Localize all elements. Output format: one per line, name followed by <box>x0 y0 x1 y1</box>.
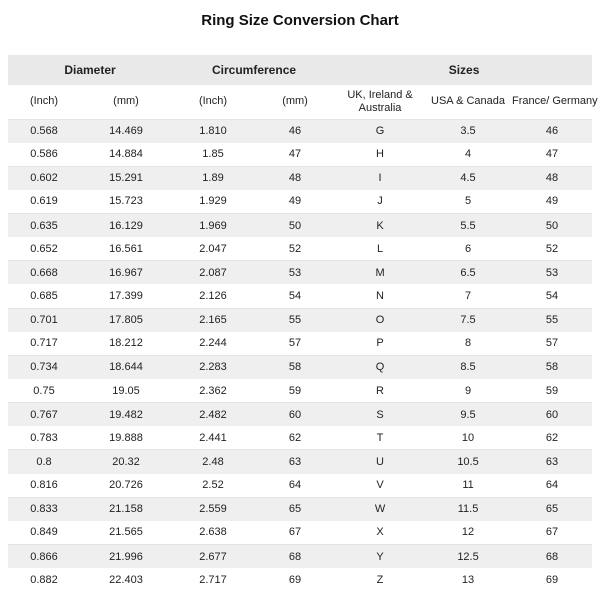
cell-mm-diameter: 16.129 <box>80 214 172 238</box>
cell-mm-circumference: 57 <box>288 337 302 350</box>
column-header-row <box>8 85 592 119</box>
cell-inch-circumference: 2.244 <box>199 337 227 350</box>
cell-uk-ireland-australia-size: G <box>336 119 424 143</box>
group-header-circumference: Circumference <box>172 55 336 85</box>
cell-inch-diameter: 0.652 <box>30 242 58 255</box>
cell-usa-canada-size: 11 <box>462 479 474 492</box>
cell-inch-circumference: 1.969 <box>172 214 254 238</box>
cell-france-germany-size: 58 <box>512 355 592 379</box>
cell-inch-circumference: 1.810 <box>172 119 254 143</box>
cell-inch-circumference: 2.48 <box>172 450 254 474</box>
table-row <box>8 143 592 167</box>
cell-mm-circumference: 54 <box>288 290 302 303</box>
cell-france-germany-size: 65 <box>512 497 592 521</box>
cell-inch-diameter: 0.619 <box>30 195 58 208</box>
table-row <box>8 237 592 261</box>
cell-inch-diameter: 0.816 <box>30 479 58 492</box>
cell-uk-ireland-australia-size: L <box>376 242 384 255</box>
cell-usa-canada-size: 7.5 <box>424 308 512 332</box>
cell-inch-diameter: 0.75 <box>33 384 55 397</box>
group-header-sizes: Sizes <box>336 55 592 85</box>
table-header <box>8 55 598 119</box>
cell-usa-canada-size: 10 <box>461 431 475 444</box>
cell-mm-diameter: 21.565 <box>109 526 143 539</box>
cell-france-germany-size: 68 <box>512 545 592 569</box>
cell-inch-diameter: 0.685 <box>30 290 58 303</box>
cell-mm-circumference: 65 <box>254 497 336 521</box>
cell-mm-circumference: 63 <box>254 450 336 474</box>
cell-uk-ireland-australia-size: X <box>376 526 384 539</box>
cell-inch-circumference: 2.638 <box>199 526 227 539</box>
cell-inch-circumference: 2.717 <box>199 573 227 586</box>
cell-inch-diameter: 0.668 <box>8 261 80 285</box>
table-row <box>8 403 592 427</box>
group-header-diameter: Diameter <box>8 55 172 85</box>
cell-mm-diameter: 14.884 <box>109 148 143 161</box>
ring-size-conversion-table <box>8 55 598 592</box>
cell-france-germany-size: 69 <box>545 573 559 586</box>
cell-uk-ireland-australia-size: R <box>376 384 384 397</box>
cell-uk-ireland-australia-size: O <box>336 308 424 332</box>
cell-france-germany-size: 55 <box>512 308 592 332</box>
table-row <box>8 426 592 450</box>
table-row <box>8 214 592 238</box>
cell-usa-canada-size: 6 <box>464 242 472 255</box>
cell-usa-canada-size: 4.5 <box>424 166 512 190</box>
cell-france-germany-size: 54 <box>545 290 559 303</box>
cell-inch-circumference: 2.441 <box>199 431 227 444</box>
cell-mm-diameter: 15.723 <box>109 195 143 208</box>
cell-mm-circumference: 64 <box>288 479 302 492</box>
table-row <box>8 521 592 545</box>
column-header-inch: (Inch) <box>172 85 254 119</box>
cell-mm-circumference: 48 <box>254 166 336 190</box>
cell-france-germany-size: 67 <box>545 526 559 539</box>
cell-inch-diameter: 0.568 <box>8 119 80 143</box>
cell-uk-ireland-australia-size: N <box>376 290 384 303</box>
cell-inch-circumference: 2.677 <box>172 545 254 569</box>
cell-mm-circumference: 52 <box>288 242 302 255</box>
cell-inch-circumference: 1.929 <box>199 195 227 208</box>
cell-france-germany-size: 47 <box>545 148 559 161</box>
table-row <box>8 308 592 332</box>
cell-usa-canada-size: 4 <box>464 148 472 161</box>
cell-france-germany-size: 64 <box>545 479 559 492</box>
cell-france-germany-size: 46 <box>512 119 592 143</box>
cell-usa-canada-size: 12 <box>461 526 475 539</box>
table-row <box>8 355 592 379</box>
cell-usa-canada-size: 6.5 <box>424 261 512 285</box>
cell-mm-circumference: 55 <box>254 308 336 332</box>
cell-france-germany-size: 49 <box>545 195 559 208</box>
cell-mm-diameter: 21.158 <box>80 497 172 521</box>
cell-mm-circumference: 62 <box>288 431 302 444</box>
cell-inch-circumference: 2.559 <box>172 497 254 521</box>
cell-uk-ireland-australia-size: S <box>336 403 424 427</box>
cell-usa-canada-size: 13 <box>461 573 475 586</box>
cell-france-germany-size: 53 <box>512 261 592 285</box>
table-row <box>8 332 592 356</box>
cell-mm-diameter: 18.644 <box>80 355 172 379</box>
cell-mm-diameter: 18.212 <box>109 337 143 350</box>
table-row <box>8 261 592 285</box>
column-header-usa-canada: USA & Canada <box>424 85 512 119</box>
table-row <box>8 379 592 403</box>
cell-mm-diameter: 20.32 <box>80 450 172 474</box>
cell-usa-canada-size: 5.5 <box>424 214 512 238</box>
cell-mm-diameter: 14.469 <box>80 119 172 143</box>
cell-usa-canada-size: 9.5 <box>424 403 512 427</box>
cell-inch-diameter: 0.767 <box>8 403 80 427</box>
cell-inch-diameter: 0.602 <box>8 166 80 190</box>
cell-mm-circumference: 69 <box>288 573 302 586</box>
column-header-inch: (Inch) <box>8 85 80 119</box>
cell-inch-circumference: 2.126 <box>199 290 227 303</box>
cell-usa-canada-size: 11.5 <box>424 497 512 521</box>
cell-usa-canada-size: 5 <box>464 195 472 208</box>
cell-uk-ireland-australia-size: I <box>336 166 424 190</box>
cell-inch-diameter: 0.866 <box>8 545 80 569</box>
cell-mm-circumference: 59 <box>288 384 302 397</box>
cell-uk-ireland-australia-size: U <box>336 450 424 474</box>
cell-mm-diameter: 16.967 <box>80 261 172 285</box>
cell-uk-ireland-australia-size: T <box>376 431 384 444</box>
cell-uk-ireland-australia-size: M <box>336 261 424 285</box>
cell-mm-circumference: 49 <box>288 195 302 208</box>
page-title: Ring Size Conversion Chart <box>201 12 399 29</box>
cell-uk-ireland-australia-size: W <box>336 497 424 521</box>
cell-inch-diameter: 0.701 <box>8 308 80 332</box>
table-row <box>8 450 592 474</box>
cell-mm-diameter: 22.403 <box>109 573 143 586</box>
cell-mm-circumference: 47 <box>288 148 302 161</box>
cell-mm-circumference: 53 <box>254 261 336 285</box>
cell-inch-diameter: 0.849 <box>30 526 58 539</box>
table-row <box>8 568 592 592</box>
cell-uk-ireland-australia-size: Q <box>336 355 424 379</box>
cell-france-germany-size: 52 <box>545 242 559 255</box>
cell-inch-diameter: 0.833 <box>8 497 80 521</box>
column-header-france-germany: France/ Germany <box>512 85 592 119</box>
cell-mm-diameter: 15.291 <box>80 166 172 190</box>
table-body <box>8 119 592 592</box>
cell-inch-circumference: 1.85 <box>202 148 224 161</box>
table-row <box>8 497 592 521</box>
cell-france-germany-size: 59 <box>545 384 559 397</box>
cell-mm-circumference: 58 <box>254 355 336 379</box>
cell-inch-diameter: 0.635 <box>8 214 80 238</box>
table-row <box>8 474 592 498</box>
column-header-mm: (mm) <box>254 85 336 119</box>
cell-france-germany-size: 63 <box>512 450 592 474</box>
cell-inch-circumference: 1.89 <box>172 166 254 190</box>
cell-inch-diameter: 0.882 <box>30 573 58 586</box>
cell-mm-diameter: 19.888 <box>109 431 143 444</box>
cell-mm-circumference: 60 <box>254 403 336 427</box>
column-header-mm: (mm) <box>80 85 172 119</box>
column-header-uk-ireland-australia: UK, Ireland & Australia <box>336 85 424 119</box>
cell-usa-canada-size: 12.5 <box>424 545 512 569</box>
cell-usa-canada-size: 3.5 <box>424 119 512 143</box>
cell-uk-ireland-australia-size: K <box>336 214 424 238</box>
cell-mm-circumference: 46 <box>254 119 336 143</box>
cell-mm-diameter: 17.805 <box>80 308 172 332</box>
cell-inch-diameter: 0.586 <box>30 148 58 161</box>
cell-mm-diameter: 16.561 <box>109 242 143 255</box>
cell-uk-ireland-australia-size: P <box>376 337 384 350</box>
cell-mm-diameter: 19.05 <box>112 384 140 397</box>
group-header-row <box>8 55 592 85</box>
cell-inch-diameter: 0.717 <box>30 337 58 350</box>
cell-usa-canada-size: 8.5 <box>424 355 512 379</box>
cell-inch-circumference: 2.482 <box>172 403 254 427</box>
cell-uk-ireland-australia-size: V <box>376 479 384 492</box>
cell-inch-diameter: 0.783 <box>30 431 58 444</box>
cell-france-germany-size: 50 <box>512 214 592 238</box>
cell-mm-diameter: 20.726 <box>109 479 143 492</box>
cell-france-germany-size: 48 <box>512 166 592 190</box>
cell-france-germany-size: 57 <box>545 337 559 350</box>
cell-inch-circumference: 2.52 <box>202 479 224 492</box>
cell-france-germany-size: 60 <box>512 403 592 427</box>
table-row <box>8 284 592 308</box>
cell-inch-circumference: 2.283 <box>172 355 254 379</box>
cell-inch-diameter: 0.734 <box>8 355 80 379</box>
cell-mm-circumference: 67 <box>288 526 302 539</box>
cell-mm-circumference: 50 <box>254 214 336 238</box>
cell-mm-circumference: 68 <box>254 545 336 569</box>
table-row <box>8 545 592 569</box>
cell-usa-canada-size: 8 <box>464 337 472 350</box>
cell-usa-canada-size: 10.5 <box>424 450 512 474</box>
cell-inch-circumference: 2.165 <box>172 308 254 332</box>
cell-uk-ireland-australia-size: Z <box>376 573 384 586</box>
cell-usa-canada-size: 9 <box>464 384 472 397</box>
cell-inch-diameter: 0.8 <box>8 450 80 474</box>
cell-mm-diameter: 21.996 <box>80 545 172 569</box>
table-row <box>8 166 592 190</box>
cell-uk-ireland-australia-size: J <box>377 195 383 208</box>
cell-france-germany-size: 62 <box>545 431 559 444</box>
cell-inch-circumference: 2.362 <box>199 384 227 397</box>
table-row <box>8 119 592 143</box>
cell-inch-circumference: 2.047 <box>199 242 227 255</box>
cell-mm-diameter: 17.399 <box>109 290 143 303</box>
cell-usa-canada-size: 7 <box>464 290 472 303</box>
table-row <box>8 190 592 214</box>
cell-inch-circumference: 2.087 <box>172 261 254 285</box>
cell-uk-ireland-australia-size: H <box>376 148 384 161</box>
cell-mm-diameter: 19.482 <box>80 403 172 427</box>
cell-uk-ireland-australia-size: Y <box>336 545 424 569</box>
